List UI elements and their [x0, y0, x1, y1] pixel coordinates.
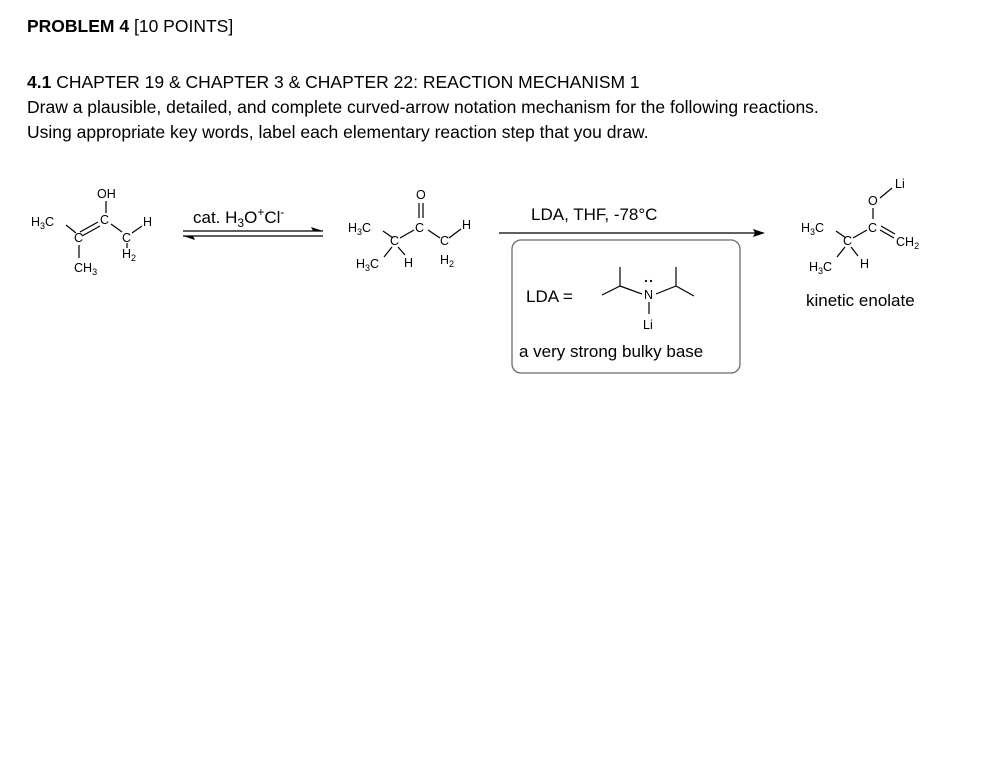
- enol-oh-label: OH: [97, 187, 116, 201]
- enolate-c-label: C: [868, 221, 878, 235]
- enolate-o-label: O: [868, 194, 878, 208]
- lda-n-label: N: [644, 288, 654, 302]
- step2-conditions: LDA, THF, -78°C: [531, 205, 658, 224]
- enol-ch3-label: $CH_3$: [74, 261, 98, 277]
- enol-ch-bond: [132, 226, 142, 233]
- enolate-ch2-label: $CH_2$: [896, 235, 920, 251]
- enol-bond-2: [111, 224, 122, 232]
- section-title: CHAPTER 19 & CHAPTER 3 & CHAPTER 22: REACTION MECHANISM 1: [56, 72, 640, 92]
- instruction-line-2: Using appropriate key words, label each elementary reaction step that you draw.: [27, 122, 649, 142]
- kinetic-enolate-label: kinetic enolate: [806, 291, 915, 310]
- ketone-structure: [348, 188, 471, 273]
- lda-label: LDA =: [526, 287, 573, 306]
- enolate-h3c-bottom: $H_3C$: [809, 260, 833, 276]
- ketone-h3c-top: $H_3C$: [348, 221, 372, 237]
- instruction-line-1: Draw a plausible, detailed, and complete curved-arrow notation mechanism for the following reactions.: [27, 97, 819, 117]
- enol-double-bond-b: [82, 226, 100, 236]
- enol-ch2-carbon: C: [122, 231, 132, 245]
- lda-right-n-bond: [656, 286, 676, 294]
- section-number: 4.1: [27, 72, 52, 92]
- enolate-double-bond-a: [880, 230, 894, 238]
- lda-left-me1: [602, 286, 620, 295]
- ketone-bond-2: [400, 230, 414, 238]
- enolate-h3c-top: $H_3C$: [801, 221, 825, 237]
- problem-points: [10 POINTS]: [133, 16, 234, 36]
- enolate-li-label: Li: [895, 177, 905, 191]
- lda-right-me2: [676, 286, 694, 296]
- enolate-o-li-bond: [880, 188, 892, 198]
- lda-lone-pair-dot-1: [645, 280, 647, 282]
- enol-h3c-label: $H_3C$: [31, 215, 55, 231]
- ketone-ch-h-bond: [398, 247, 405, 255]
- lda-li-label: Li: [643, 318, 653, 332]
- enol-h2-label: $H_2$: [122, 247, 137, 263]
- ketone-bond-4: [428, 230, 440, 238]
- enol-h-label: H: [143, 215, 153, 229]
- enolate-h-label: H: [860, 257, 870, 271]
- ketone-h3c-bottom: $H_3C$: [356, 257, 380, 273]
- enol-c1-label: C: [100, 213, 110, 227]
- step1-conditions: cat. $H_3O^+Cl^-$: [193, 205, 285, 230]
- problem-number: PROBLEM 4: [27, 16, 130, 36]
- lda-lone-pair-dot-2: [650, 280, 652, 282]
- enolate-structure: [801, 177, 919, 276]
- lda-reaction-arrow: [499, 205, 765, 237]
- lda-left-n-bond: [620, 286, 642, 294]
- lda-box: [512, 240, 740, 373]
- ketone-ch-carbon: C: [390, 234, 400, 248]
- enol-structure: [31, 187, 152, 277]
- enolate-double-bond-b: [881, 226, 895, 234]
- ketone-bond-3: [384, 247, 392, 257]
- enolate-ch-h-bond: [851, 247, 858, 256]
- enolate-bond-2: [853, 230, 867, 238]
- lda-caption: a very strong bulky base: [519, 342, 704, 361]
- ketone-o-label: O: [416, 188, 426, 202]
- enolate-bond-3: [837, 247, 845, 257]
- ketone-ch-bond: [449, 229, 461, 238]
- ketone-carbonyl-c: C: [415, 221, 425, 235]
- equilibrium-arrows: [183, 205, 323, 240]
- enolate-ch-carbon: C: [843, 234, 853, 248]
- ketone-h-label: H: [404, 256, 414, 270]
- ketone-terminal-h: H: [462, 218, 472, 232]
- reverse-arrow-head: [183, 236, 195, 240]
- ketone-h2-label: $H_2$: [440, 253, 455, 269]
- ketone-ch2-carbon: C: [440, 234, 450, 248]
- enol-c2-label: C: [74, 231, 84, 245]
